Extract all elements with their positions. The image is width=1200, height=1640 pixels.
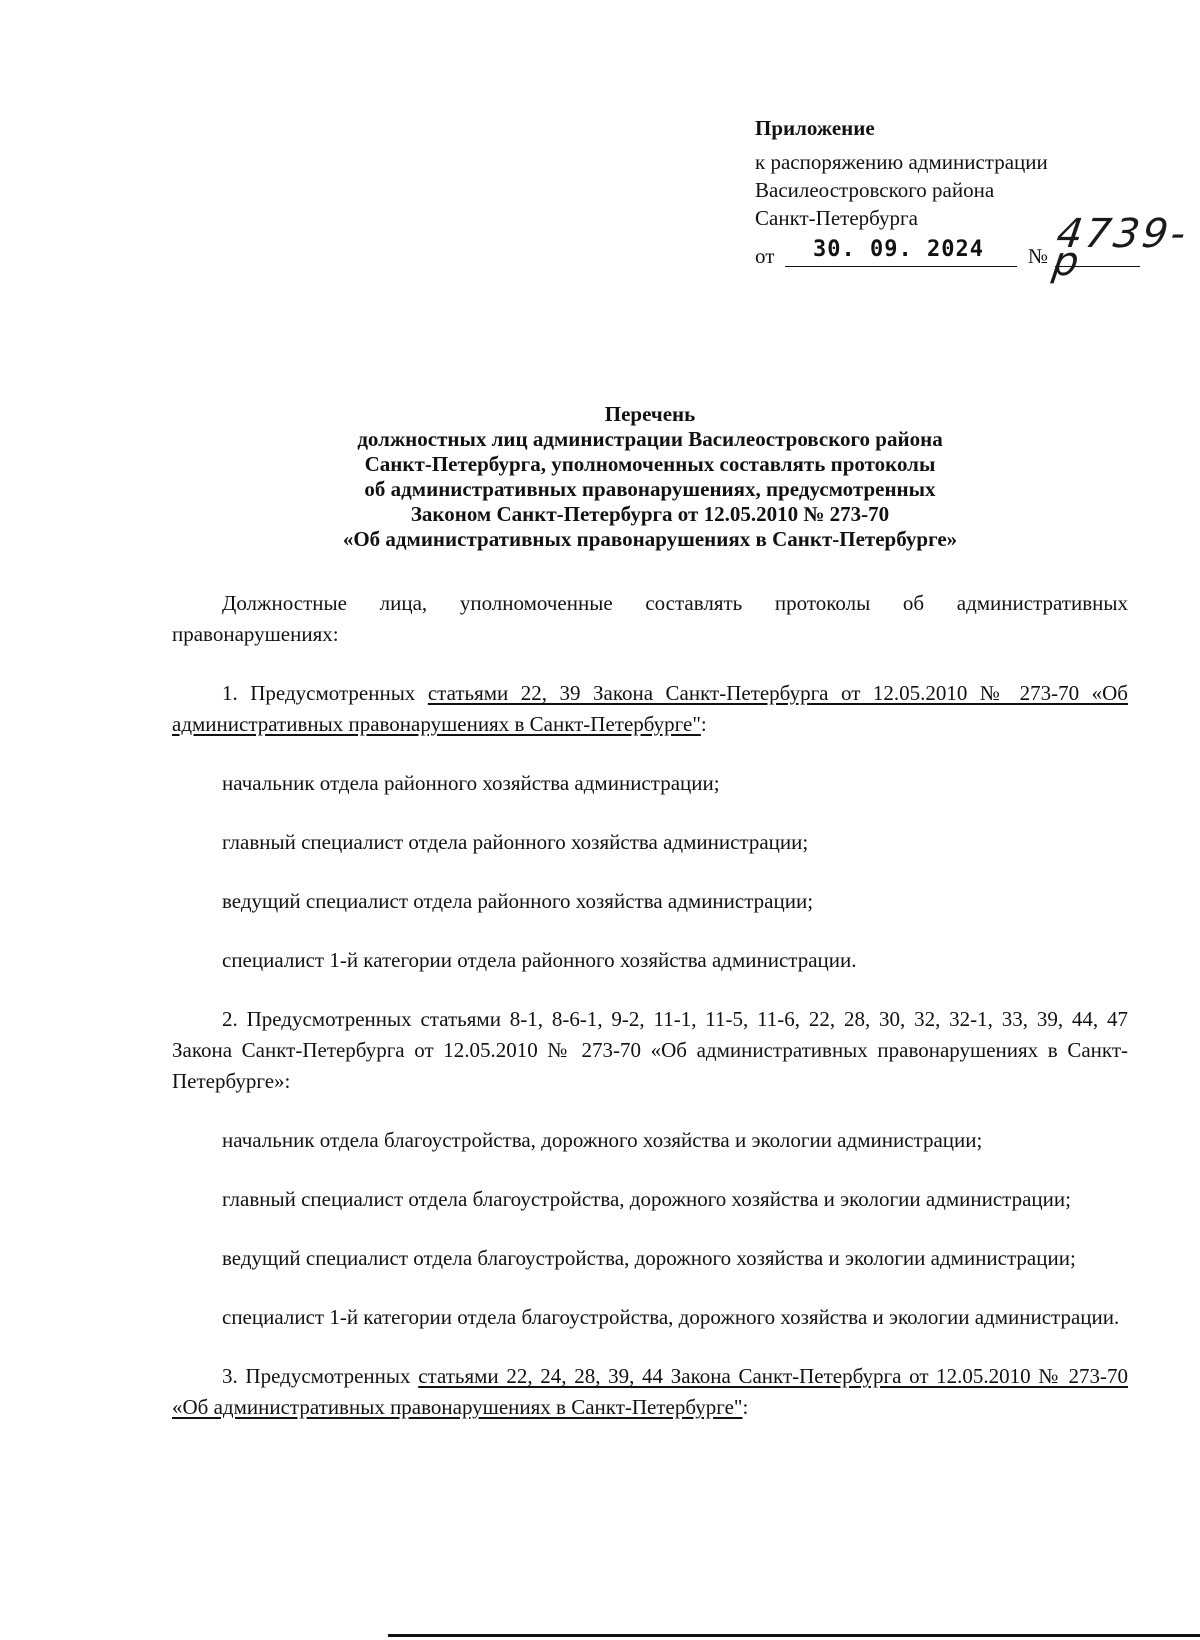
appendix-line: Санкт-Петербурга	[755, 206, 918, 230]
date-value: 30. 09. 2024	[813, 237, 984, 262]
appendix-line: к распоряжению администрации	[755, 150, 1048, 174]
section-1-law-link[interactable]: статьями 22, 39 Закона Санкт-Петербурга от 12.05.2010 № 273-70 «Об административных правонарушениях в Санкт-Петербурге"	[172, 681, 1128, 736]
section-2-heading: 2. Предусмотренных статьями 8-1, 8-6-1, 9-2, 11-1, 11-5, 11-6, 22, 28, 30, 32, 32-1, 33, 39, 44, 47 Закона Санкт-Петербурга от 12.05.2010 № 273-70 «Об административных правонарушениях в Санкт-Петербурге»:	[172, 1007, 1128, 1093]
section-1-suffix: :	[700, 712, 707, 736]
bottom-rule	[388, 1634, 1200, 1637]
title-line: должностных лиц администрации Василеостровского района	[357, 427, 943, 451]
section-3-law-link[interactable]: статьями 22, 24, 28, 39, 44 Закона Санкт-Петербурга от 12.05.2010 № 273-70 «Об административных правонарушениях в Санкт-Петербурге"	[172, 1364, 1128, 1419]
section-3-heading	[172, 1361, 1128, 1423]
position-item: ведущий специалист отдела благоустройства, дорожного хозяйства и экологии администрации;	[222, 1246, 1076, 1270]
document-title	[170, 402, 1130, 552]
section-3-prefix: 3. Предусмотренных	[222, 1364, 419, 1388]
date-field	[785, 234, 1017, 267]
title-line: Законом Санкт-Петербурга от 12.05.2010 № 273-70	[410, 502, 890, 526]
title-line: «Об административных правонарушениях в Санкт-Петербурге»	[342, 527, 958, 551]
section-3-suffix: :	[742, 1395, 749, 1419]
position-item: начальник отдела районного хозяйства администрации;	[222, 771, 720, 795]
appendix-line: Василеостровского района	[755, 178, 995, 202]
appendix-header	[755, 114, 1192, 285]
number-prefix: №	[1028, 244, 1049, 268]
section-1-heading	[172, 678, 1128, 740]
position-item: специалист 1-й категории отдела районного хозяйства администрации.	[222, 948, 857, 972]
position-item: главный специалист отдела благоустройства, дорожного хозяйства и экологии администрации;	[222, 1187, 1071, 1211]
intro-paragraph: Должностные лица, уполномоченные составлять протоколы об административных правонарушениях:	[172, 591, 1128, 646]
position-item: начальник отдела благоустройства, дорожного хозяйства и экологии администрации;	[222, 1128, 983, 1152]
date-prefix: от	[755, 244, 775, 268]
title-line: об административных правонарушениях, предусмотренных	[364, 477, 936, 501]
appendix-title: Приложение	[755, 116, 875, 140]
document-body	[172, 588, 1128, 1423]
section-1-prefix: 1. Предусмотренных	[222, 681, 428, 705]
position-item: главный специалист отдела районного хозяйства администрации;	[222, 830, 809, 854]
handwritten-number: 4739-р	[1049, 211, 1192, 285]
position-item: ведущий специалист отдела районного хозяйства администрации;	[222, 889, 814, 913]
title-line: Перечень	[604, 402, 696, 426]
position-item: специалист 1-й категории отдела благоустройства, дорожного хозяйства и экологии администрации.	[222, 1305, 1120, 1329]
title-line: Санкт-Петербурга, уполномоченных составлять протоколы	[364, 452, 936, 476]
